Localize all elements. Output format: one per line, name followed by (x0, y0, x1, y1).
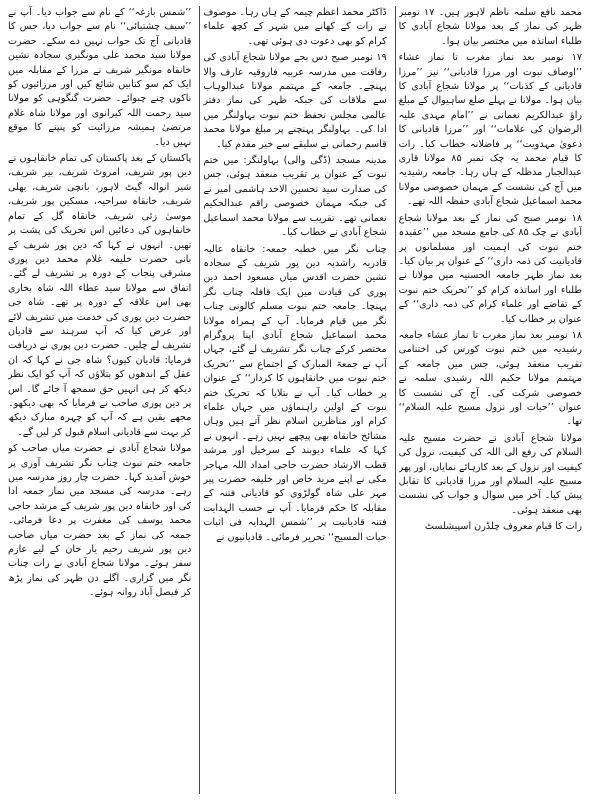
column-divider (199, 6, 200, 794)
paragraph: رات کا قیام معروف چلڈرن اسپیشلسٹ (424, 521, 582, 533)
paragraph: ۱۹ نومبر صبح دس بجے مولانا شجاع آبادی کی رفاقت میں مدرسہ عربیہ فاروقیہ عارف والا پہنچے۔ جامعہ کے مہتمم مولانا عبدالوہاب سے ملاقات کی جبکہ ظہر کی نماز دفتر عالمی مجلس تحفظ ختم نبوت بہاولنگر میں ادا کی۔ بہاولنگر پہنچنے پر مبلغ مولانا محمد قاسم رحمانی نے سلیقے سے خیر مقدم کیا۔ (203, 52, 387, 150)
paragraph: ۱۷ نومبر بعد نماز مغرب تا نماز عشاء ’’اوصاف نبوت اور مرزا قادیانی‘‘ نیز ’’مرزا قادیانی کے کذبات‘‘ پر مولانا شجاع آبادی کا بیان ہوا۔ مولانا نے پہلے ضلع ساہیوال کے مبلغ راؤ عبدالکریم نعمانی نے ’’امام مہدی علیہ الرضوان کی علامات‘‘ اور ’’مرزا قادیانی کا دعویٰ مہدویت‘‘ پر فاضلانہ خطاب کیا۔ رات کا قیام محمد یہ چک نمبر ۸۵ مولانا قاری عبدالجبار مدظلہ کے ہاں رہا۔ جامعہ رشیدیہ میں آج کی نشست کے مہمان خصوصی مولانا محمد اسماعیل شجاع آبادی حفظہ اللہ تھے۔ (398, 52, 582, 208)
text-column-3 (8, 6, 191, 796)
paragraph: ۱۸ نومبر صبح کی نماز کے بعد مولانا شجاع آبادی نے چک ۸۵ کی جامع مسجد میں ’’عقیدہ ختم نبوت کی اہمیت اور مسلمانوں پر قادیانیت کی ذمہ داری‘‘ کے عنوان پر بیان کیا۔ بعد نماز ظہر جامعہ الحسنیہ میں مولانا نے طلباء اور اساتذہ کرام کو ’’تحریک ختم نبوت کے تقاضے اور علماء کرام کی ذمہ داری‘‘ کے عنوان پر خطاب کیا۔ (398, 212, 582, 325)
paragraph: مدینہ مسجد (ڈگی والی) بہاولنگر: میں ختم نبوت کے عنوان پر تقریب منعقد ہوئی، جس کی صدارت سید تحسین الاحد ہاشمی امیر نے کی جبکہ مہمان خصوصی راقم عبدالحکیم نعمانی تھے۔ تقریب سے مولانا محمد اسماعیل شجاع آبادی نے خطاب کیا۔ (203, 155, 387, 239)
text-column-2 (203, 6, 386, 796)
paragraph: ڈاکٹر محمد اعظم چیمہ کے ہاں رہا۔ موصوف نے رات کے کھانے میں شہر کے کچھ علماء کرام کو بھی دعوت دی ہوئی تھی۔ (203, 7, 387, 47)
paragraph: ’’شمس بازغہ‘‘ کے نام سے جواب دیا۔ آپ نے ’’سیف چشتیائی‘‘ نام سے جواب دیا، جس کا قادیانی آج تک جواب نہیں دے سکے۔ حضرت مولانا سید محمد علی مونگیری سجادہ نشین خانقاہ مونگیر شریف نے مرزا کے مقابلہ میں ایک کم سو کتابیں شائع کیں اور مرزائیوں کو ناکوں چنے چبوائے۔ حضرت گنگوہی کو مولانا سید رحمت اللہ کیرانوی اور مولانا شاہ غلام مرتضیٰ ہمیشہ مرزائیت کو پنپنے کا موقع نہیں دیا۔ (8, 7, 192, 148)
paragraph: مولانا شجاع آبادی نے حضرت میاں صاحب کو جامعہ ختم نبوت چناب نگر تشریف آوری پر خوش آمدید کہا۔ حضرت چار روز مدرسہ میں رہے۔ مدرسہ کی مسجد میں نماز جمعہ ادا کی اور خانقاہ دین پور شریف کے مرشد حاجی محمد یوسف کی مغفرت پر دعا فرمائی۔ جمعہ کی نماز کے بعد حضرت میاں صاحب دین پور شریف رحیم یار خان کے لیے عازم سفر ہوئے۔ مولانا شجاع آبادی نے رات چناب نگر میں گزاری۔ اگلے دن ظہر کی نماز پڑھ کر فیصل آباد روانہ ہوئے۔ (8, 443, 192, 599)
column-divider (395, 6, 396, 794)
text-column-1 (399, 6, 582, 796)
paragraph: پاکستان کے بعد پاکستان کی تمام خانقاہوں نے دین پور شریف، امروٹ شریف، بیر شریف، شیر انوالہ گیٹ لاہور، بانچی شریف، بھلی شریف، خانقاہ سراجیہ، مسکین پور شریف، موسیٰ زئی شریف، خانقاہ گل کے تمام خانقاہوں کی دعائیں اس تحریک کی پشت پر تھیں۔ انہوں نے کہا کہ دین پور شریف کے بانی حضرت خلیفہ غلام محمد دین پوری مشرقی پنجاب کے دورہ پر تشریف لے گئے۔ اتفاق سے مولانا سید عطاء اللہ شاہ بخاری بھی اس علاقہ کے دورہ پر تھے۔ شاہ جی حضرت دین پوری کی خدمت میں تشریف لائے اور عرض کیا کہ آپ سرہند سے قادیان تشریف لے چلیں۔ حضرت دین پوری نے دریافت فرمایا: قادیان کیوں؟ شاہ جی نے کہا کہ ان عقل کے اندھوں کو بتلاؤں کہ آپ کو ایک نظر دیکھ کر ہی انہیں حق سمجھ آ جائے گا۔ اس پر دین پوری صاحب نے فرمایا کہ بھی دیکھو۔ مجھے یقین ہے کہ آپ کو چہرہ مبارک دیکھ کر بہت سے قادیانی اسلام قبول کر لیں گے۔ (8, 153, 192, 438)
paragraph: چناب نگر میں خطبہ جمعہ: خانقاہ عالیہ قادریہ راشدیہ دین پور شریف کے سجادہ نشین حضرت اقدس میاں مسعود احمد دین پوری کی قیادت میں ایک قافلہ چناب نگر پہنچا۔ جامعہ ختم نبوت مسلم کالونی چناب نگر میں قیام فرمایا۔ آپ کے ہمراہ مولانا محمد اسماعیل شجاع آبادی اپنا پروگرام مختصر کرکے چناب نگر تشریف لے گئے، جہاں آپ نے جمعۃ المبارک کے اجتماع سے ’’تحریک ختم نبوت میں خانقاہوں کا کردار‘‘ کے عنوان پر خطاب کیا۔ آپ نے بتلایا کہ تحریک ختم نبوت کے اولین راہنماؤں میں جہاں علماء کرام اور مناظرین اسلام نظر آتے ہیں وہاں مشائخ خانقاہ بھی پیچھے نہیں رہے۔ انہوں نے کہا کہ علماء دیوبند کے سرخیل اور مرشد قطب الارشاد حضرت حاجی امداد اللہ مہاجر مکی نے اپنے مرید خاص اور خلیفہ حضرت پیر مہر علی شاہ گولڑوی کو قادیانی فتنہ کے مقابلہ کا حکم فرمایا۔ آپ نے حسب الہدایت فتنہ قادیانیت پر ’’شمس الہدایہ فی اثبات حیات المسیح‘‘ تحریر فرمائی۔ قادیانیوں نے (203, 243, 387, 543)
paragraph: ۱۸ نومبر بعد نماز مغرب تا نماز عشاء جامعہ رشیدیہ میں ختم نبوت کورس کی اختتامی تقریب منعقد ہوئی، جس میں جامعہ کے مہتمم مولانا حکیم اللہ رشیدی سلمہ نے خصوصی شرکت کی۔ آج کی نشست کا عنوان ’’حیات اور نزول مسیح علیہ السلام‘‘ تھا۔ (398, 329, 582, 428)
paragraph: محمد نافع سلمہ ناظم لاہور ہیں۔ ۱۷ نومبر ظہر کی نماز کے بعد مولانا شجاع آبادی کا طلباء اساتذہ میں مختصر بیان ہوا۔ (398, 7, 582, 47)
paragraph: مولانا شجاع آبادی نے حضرت مسیح علیہ السلام کی رفع الی اللہ کی کیفیت، نزول کی کیفیت اور نزول کے بعد کارہائے نمایاں، اور پھر مسیح علیہ السلام اور مرزا قادیانی کا تقابل پیش کیا۔ آخر میں سوال و جواب کی نشست بھی منعقد ہوئی۔ (398, 432, 582, 516)
